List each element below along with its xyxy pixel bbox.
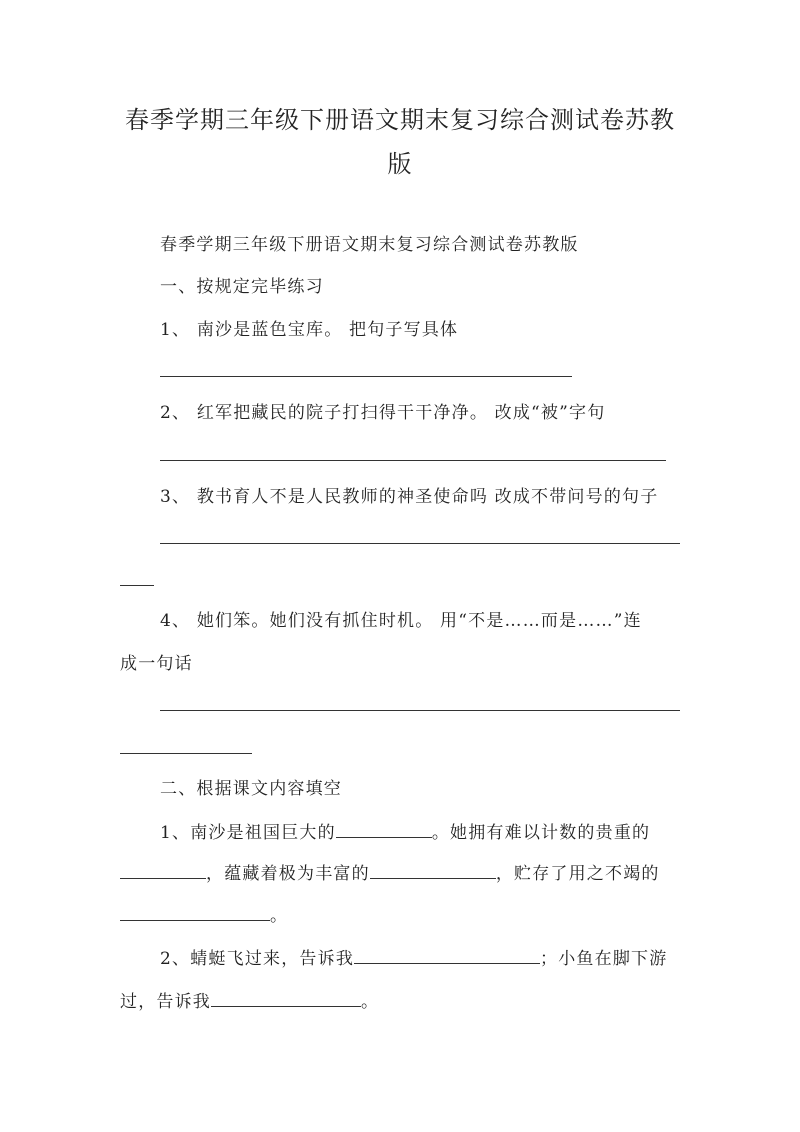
answer-line-1-1[interactable] <box>160 376 572 377</box>
fill-text: 1、南沙是祖国巨大的 <box>160 823 336 843</box>
fill-blank[interactable] <box>370 860 496 879</box>
question-1-1: 1、 南沙是蓝色宝库。 把句子写具体 <box>160 320 459 340</box>
fill-question-2-2-line2 <box>120 988 379 1015</box>
question-1-3: 3、 教书育人不是人民教师的神圣使命吗 改成不带问号的句子 <box>160 487 659 507</box>
fill-text: 。 <box>361 992 380 1012</box>
answer-line-1-4a[interactable] <box>160 710 680 711</box>
fill-question-2-2-line1 <box>160 945 667 972</box>
document-title: 春季学期三年级下册语文期末复习综合测试卷苏教版 <box>125 106 675 178</box>
fill-text: ；小鱼在脚下游 <box>540 949 668 969</box>
answer-line-1-3a[interactable] <box>160 543 680 544</box>
fill-blank[interactable] <box>336 819 432 838</box>
fill-blank[interactable] <box>120 902 270 921</box>
answer-line-1-4b[interactable] <box>120 753 252 754</box>
fill-question-2-1-line2 <box>120 860 660 887</box>
section-2-title: 二、根据课文内容填空 <box>160 779 342 799</box>
fill-question-2-1-line3 <box>120 902 288 929</box>
question-1-4-line1: 4、 她们笨。她们没有抓住时机。 用“不是……而是……”连 <box>160 611 642 631</box>
question-1-2: 2、 红军把藏民的院子打扫得干干净净。 改成“被”字句 <box>160 403 606 423</box>
fill-text: 。她拥有难以计数的贵重的 <box>431 823 651 843</box>
question-1-4-line2: 成一句话 <box>120 654 193 674</box>
section-1-title: 一、按规定完毕练习 <box>160 277 324 297</box>
answer-line-1-2[interactable] <box>160 460 666 461</box>
fill-blank[interactable] <box>211 988 361 1007</box>
fill-question-2-1-line1 <box>160 819 650 846</box>
answer-line-1-3b[interactable] <box>120 585 154 586</box>
document-heading: 春季学期三年级下册语文期末复习综合测试卷苏教版 <box>160 235 579 255</box>
fill-text: 过，告诉我 <box>120 992 211 1012</box>
fill-text: ，贮存了用之不竭的 <box>495 864 660 884</box>
fill-text: 2、蜻蜓飞过来，告诉我 <box>160 949 355 969</box>
fill-text: 。 <box>270 906 289 926</box>
fill-blank[interactable] <box>120 860 206 879</box>
fill-blank[interactable] <box>354 945 540 964</box>
fill-text: ，蕴藏着极为丰富的 <box>206 864 370 884</box>
